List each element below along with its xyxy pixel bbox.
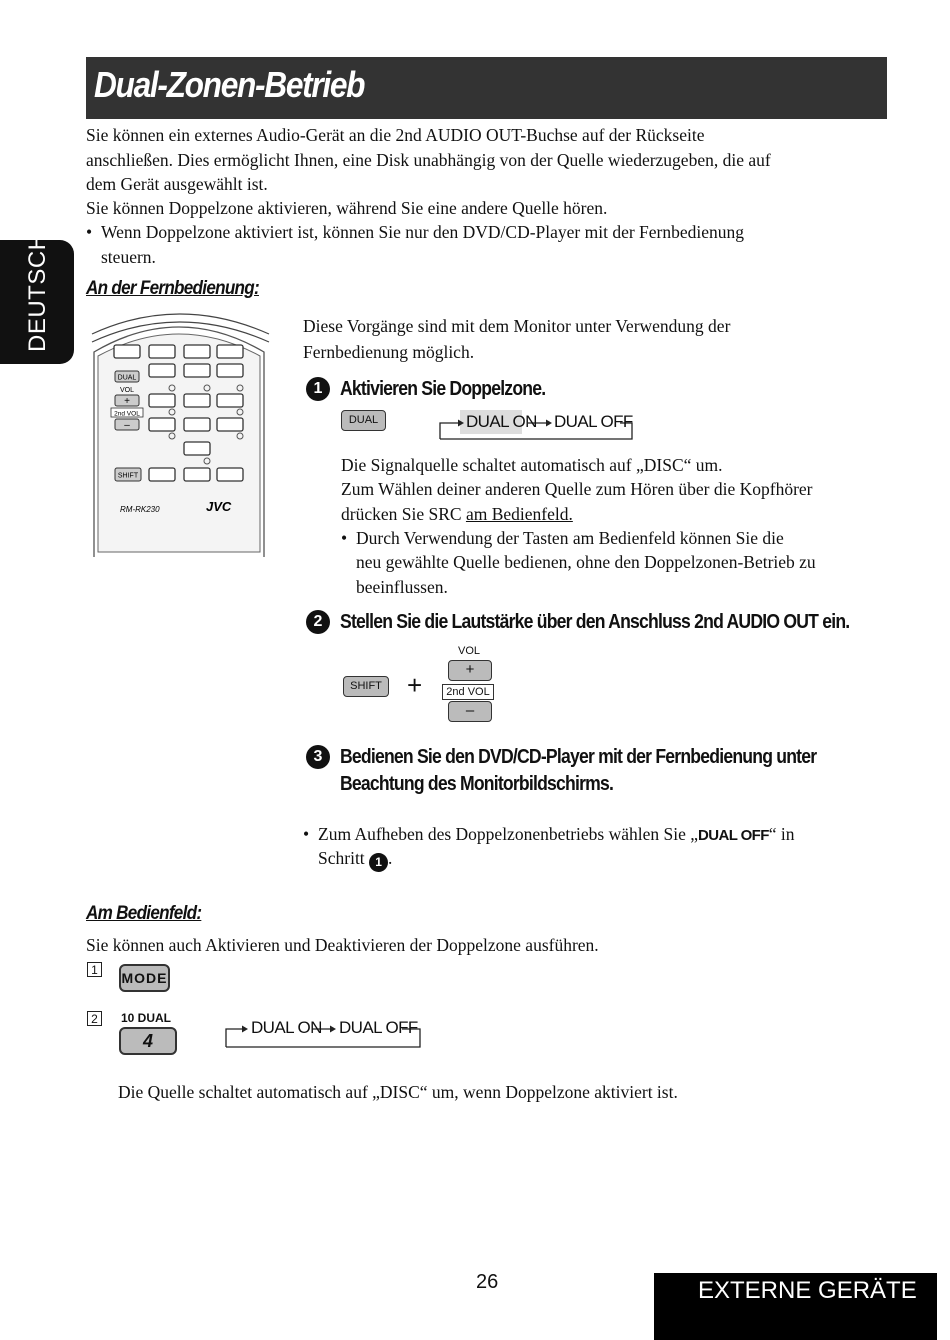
step-1-text-line-3b: am Bedienfeld. [465, 504, 573, 524]
language-tab [0, 232, 74, 364]
dual-4-button[interactable]: 4 [119, 1027, 177, 1055]
step-3-number: 3 [306, 745, 330, 769]
step-3-title-line-2: Beachtung des Monitorbildschirms. [340, 773, 614, 795]
page-number: 26 [476, 1271, 499, 1293]
remote-dual-label: DUAL [117, 374, 137, 382]
intro-line-1: Sie können ein externes Audio-Gerät an die 2nd AUDIO OUT-Buchse auf der Rückseite [86, 125, 705, 145]
remote-model: RM-RK230 [120, 505, 160, 514]
step-3-note-a: Zum Aufheben des Doppelzonenbetriebs wählen Sie „ [318, 824, 699, 844]
language-label: DEUTSCH [24, 232, 51, 352]
intro-line-2: anschließen. Dies ermöglicht Ihnen, eine Disk unabhängig von der Quelle wiederzugeben, die auf [86, 150, 771, 170]
step-3-note-d: Schritt [318, 848, 370, 868]
section-tab [654, 1273, 937, 1340]
page-title: Dual-Zonen-Betrieb [94, 64, 365, 105]
mode-button[interactable]: MODE [119, 964, 170, 992]
step-2-number: 2 [306, 610, 330, 634]
intro-line-3: dem Gerät ausgewählt ist. [86, 174, 268, 194]
intro-bullet-line-2: steuern. [101, 247, 156, 267]
jvc-logo: JVC [206, 499, 232, 514]
step-3-note-c: “ in [768, 824, 795, 844]
intro-bullet-dot: • [86, 222, 93, 242]
step-1-text-line-3a: drücken Sie SRC [341, 504, 466, 524]
shift-button[interactable]: SHIFT [343, 676, 389, 697]
section-label: EXTERNE GERÄTE [698, 1277, 917, 1304]
step-1-bullet-line-1: Durch Verwendung der Tasten am Bedienfeld können Sie die [356, 528, 784, 548]
step-1-bullet-line-2: neu gewählte Quelle bedienen, ohne den Doppelzonen-Betrieb zu [356, 552, 816, 572]
remote-vol-label: VOL [119, 387, 135, 394]
remote-vol-minus: – [124, 420, 130, 431]
step-1-text-line-2: Zum Wählen deiner anderen Quelle zum Hören über die Kopfhörer [341, 479, 813, 499]
panel-footer-text: Die Quelle schaltet automatisch auf „DISC“ um, wenn Doppelzone aktiviert ist. [118, 1082, 678, 1102]
page-title-bar [86, 57, 887, 119]
combine-plus-sign: + [407, 670, 423, 700]
step-3-bullet-dot: • [303, 824, 310, 844]
intro-bullet-line-1: Wenn Doppelzone aktiviert ist, können Sie nur den DVD/CD-Player mit der Fernbedienung [101, 222, 745, 242]
panel-item-1-number: 1 [87, 962, 102, 977]
remote-desc-line-2: Fernbedienung möglich. [303, 342, 475, 362]
step-1-text-line-3 [341, 502, 573, 527]
vol-plus-button[interactable]: + [448, 660, 492, 681]
panel-flow-dual-on: DUAL ON [251, 1018, 322, 1037]
remote-2nd-vol-label: 2nd VOL [114, 410, 140, 418]
step-3-note-e: . [388, 848, 393, 868]
vol-minus-button[interactable]: – [448, 701, 492, 722]
step-2-title: Stellen Sie die Lautstärke über den Anschluss 2nd AUDIO OUT ein. [340, 611, 850, 633]
step-1-bullet-line-3: beeinflussen. [356, 577, 448, 597]
step-1-title: Aktivieren Sie Doppelzone. [340, 378, 546, 400]
panel-flow-dual-off: DUAL OFF [339, 1018, 418, 1037]
second-vol-label: 2nd VOL [442, 684, 494, 700]
panel-desc: Sie können auch Aktivieren und Deaktivieren der Doppelzone ausführen. [86, 935, 599, 955]
remote-control-illustration [84, 312, 276, 562]
panel-item-2-number: 2 [87, 1011, 102, 1026]
remote-vol-plus: + [124, 396, 130, 407]
dual-button[interactable]: DUAL [341, 410, 386, 431]
step-3-note-line-1 [318, 822, 795, 849]
step-3-note-b: DUAL OFF [698, 827, 769, 844]
step-1-bullet-dot: • [341, 528, 348, 548]
vol-label: VOL [458, 645, 481, 657]
step-1-text-line-1: Die Signalquelle schaltet automatisch auf „DISC“ um. [341, 455, 723, 475]
remote-desc-line-1: Diese Vorgänge sind mit dem Monitor unter Verwendung der [303, 316, 731, 336]
flow-dual-off: DUAL OFF [554, 412, 633, 431]
panel-section-heading: Am Bedienfeld: [86, 903, 202, 924]
remote-section-heading: An der Fernbedienung: [86, 278, 259, 299]
step-3-title-line-1: Bedienen Sie den DVD/CD-Player mit der Fernbedienung unter [340, 746, 817, 768]
flow-dual-on: DUAL ON [466, 412, 537, 431]
step-3-note-step-ref: 1 [369, 853, 388, 872]
step-3-note-line-2 [318, 846, 392, 872]
step-1-number: 1 [306, 377, 330, 401]
remote-shift-label: SHIFT [117, 472, 139, 480]
dual-4-button-caption: 10 DUAL [121, 1011, 172, 1025]
intro-line-4: Sie können Doppelzone aktivieren, während Sie eine andere Quelle hören. [86, 198, 608, 218]
